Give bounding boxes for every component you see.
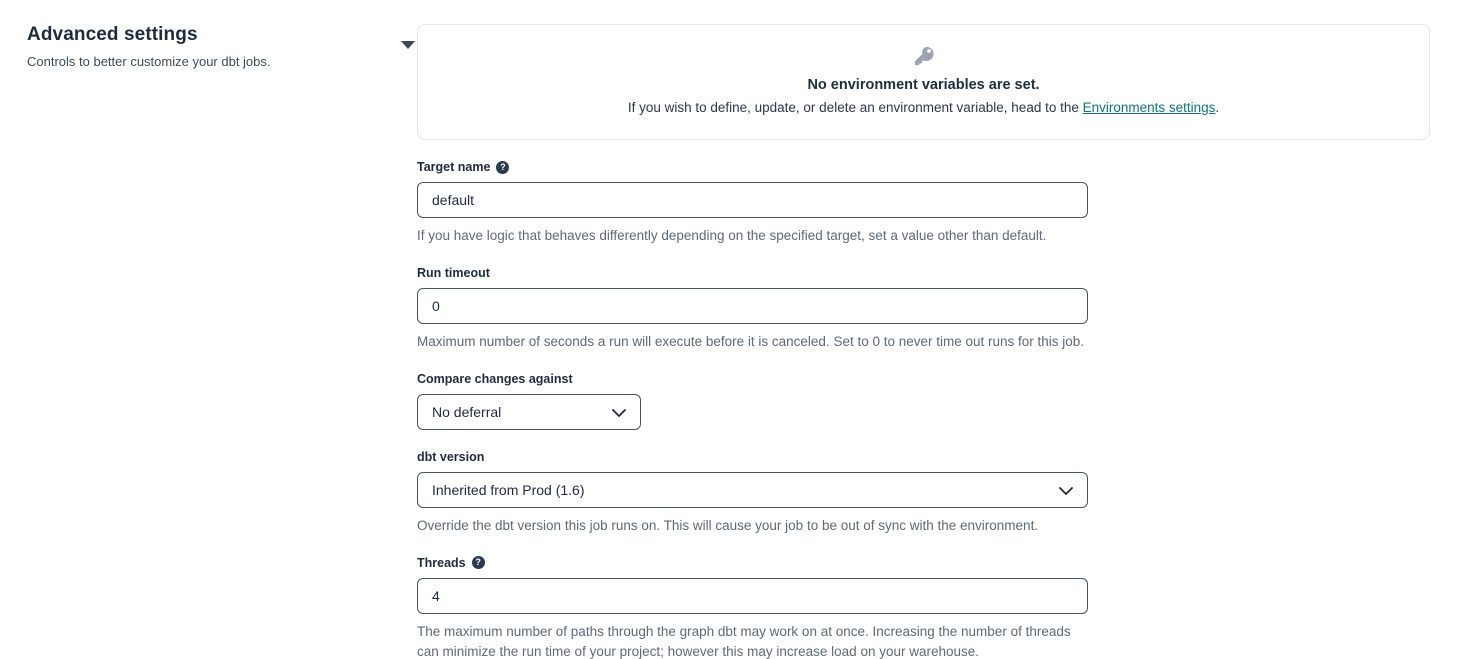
page-subtitle: Controls to better customize your dbt jobs.: [27, 54, 271, 69]
compare-changes-label: Compare changes against: [417, 371, 573, 386]
page-title: Advanced settings: [27, 24, 198, 45]
section-header: [27, 24, 417, 69]
field-dbt-version: [417, 450, 1430, 536]
collapse-caret-icon[interactable]: [401, 41, 415, 49]
env-message-prefix: If you wish to define, update, or delete an environment variable, head to the: [627, 100, 1083, 115]
dbt-version-select[interactable]: [417, 472, 1088, 508]
chevron-down-icon: [1059, 482, 1073, 498]
threads-input[interactable]: [417, 578, 1088, 614]
run-timeout-input[interactable]: [417, 288, 1088, 324]
settings-form: [417, 24, 1430, 659]
dbt-version-helper: Override the dbt version this job runs on. This will cause your job to be out of sync with the environment.: [417, 517, 1039, 533]
environments-settings-link[interactable]: Environments settings: [1082, 100, 1216, 115]
env-variables-banner: [417, 24, 1430, 140]
field-compare-changes: [417, 372, 1430, 430]
env-banner-title: No environment variables are set.: [807, 77, 1040, 93]
target-name-help-icon[interactable]: ?: [496, 161, 509, 174]
field-run-timeout: [417, 266, 1430, 352]
threads-helper: The maximum number of paths through the graph dbt may work on at once. Increasing the number of threads can minimize the run time of your project; however this may increase load on your warehouse.: [417, 623, 1071, 659]
env-banner-message: [434, 100, 1413, 115]
target-name-helper: If you have logic that behaves differently depending on the specified target, set a value other than default.: [417, 228, 1047, 243]
env-message-suffix: .: [1215, 100, 1220, 115]
threads-label: Threads: [417, 555, 466, 570]
threads-help-icon[interactable]: ?: [472, 556, 485, 569]
field-threads: [417, 556, 1430, 659]
field-target-name: [417, 160, 1430, 246]
target-name-input[interactable]: [417, 182, 1088, 218]
chevron-down-icon: [612, 404, 626, 420]
dbt-version-label: dbt version: [417, 449, 485, 464]
run-timeout-label: Run timeout: [417, 265, 490, 280]
key-icon: [913, 45, 935, 72]
target-name-label: Target name: [417, 160, 491, 174]
run-timeout-helper: Maximum number of seconds a run will execute before it is canceled. Set to 0 to never time out runs for this job.: [417, 333, 1085, 349]
compare-changes-select[interactable]: [417, 394, 641, 430]
dbt-version-value: Inherited from Prod (1.6): [432, 481, 585, 498]
compare-changes-value: No deferral: [432, 403, 502, 420]
